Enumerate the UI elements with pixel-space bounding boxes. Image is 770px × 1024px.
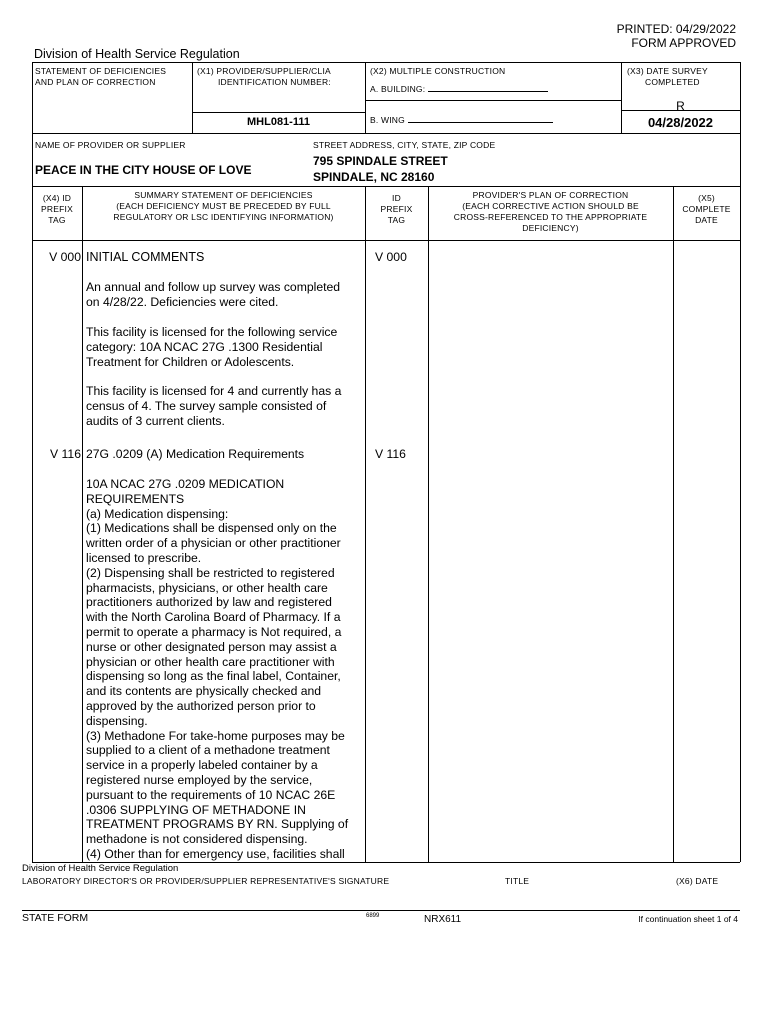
form-approved: FORM APPROVED xyxy=(631,36,736,50)
title-label: TITLE xyxy=(505,876,530,886)
division-title: Division of Health Service Regulation xyxy=(34,47,240,61)
survey-completed-date: 04/28/2022 xyxy=(647,115,714,130)
entry-tag: V 000 xyxy=(49,250,81,264)
printed-date: PRINTED: 04/29/2022 xyxy=(616,22,736,36)
provider-name: PEACE IN THE CITY HOUSE OF LOVE xyxy=(35,163,252,177)
x3-label-2: COMPLETED xyxy=(645,77,700,87)
x1-label: (X1) PROVIDER/SUPPLIER/CLIA xyxy=(197,66,331,76)
state-form-label: STATE FORM xyxy=(22,912,89,924)
wing-label: B. WING xyxy=(370,115,553,125)
entry-tag: V 116 xyxy=(50,447,81,461)
entry-heading: INITIAL COMMENTS xyxy=(86,250,205,264)
x2-label: (X2) MULTIPLE CONSTRUCTION xyxy=(370,66,506,76)
entry-paragraph: An annual and follow up survey was completed on 4/28/22. Deficiencies were cited. xyxy=(86,280,341,309)
x4-header: (X4) ID PREFIX TAG xyxy=(41,193,73,225)
footer-division: Division of Health Service Regulation xyxy=(22,863,179,874)
entry-id-tag: V 116 xyxy=(375,447,406,461)
street-address: 795 SPINDALE STREET xyxy=(313,154,448,168)
x3-label: (X3) DATE SURVEY xyxy=(627,66,708,76)
x1-label-2: IDENTIFICATION NUMBER: xyxy=(218,77,331,87)
building-label: A. BUILDING: xyxy=(370,84,548,94)
summary-header: SUMMARY STATEMENT OF DEFICIENCIES (EACH DEFICIENCY MUST BE PRECEDED BY FULL REGULATORY OR LSC IDENTIFYING INFORMATION) xyxy=(113,190,334,222)
entry-paragraph: This facility is licensed for the following service category: 10A NCAC 27G .1300 Residential Treatment for Children or Adolescents. xyxy=(86,325,338,369)
x5-header: (X5) COMPLETE DATE xyxy=(682,193,731,225)
continuation-sheet: If continuation sheet 1 of 4 xyxy=(638,914,738,924)
provider-id-number: MHL081-111 xyxy=(247,116,310,128)
entry-paragraph: This facility is licensed for 4 and currently has a census of 4. The survey sample consisted of audits of 3 current clients. xyxy=(86,384,342,428)
plan-label: AND PLAN OF CORRECTION xyxy=(35,77,156,87)
statement-label: STATEMENT OF DEFICIENCIES xyxy=(35,66,167,76)
form-code: 6899 xyxy=(366,913,380,919)
address-label: STREET ADDRESS, CITY, STATE, ZIP CODE xyxy=(313,140,496,150)
plan-header: PROVIDER'S PLAN OF CORRECTION (EACH CORRECTIVE ACTION SHOULD BE CROSS-REFERENCED TO THE APPROPRIATE DEFICIENCY) xyxy=(453,190,648,233)
date-label: (X6) DATE xyxy=(676,876,719,886)
event-id: NRX611 xyxy=(424,914,462,925)
id-prefix-header: ID PREFIX TAG xyxy=(380,193,413,225)
provider-name-label: NAME OF PROVIDER OR SUPPLIER xyxy=(35,140,186,150)
signature-label: LABORATORY DIRECTOR'S OR PROVIDER/SUPPLIER REPRESENTATIVE'S SIGNATURE xyxy=(22,876,390,886)
entry-id-tag: V 000 xyxy=(375,250,407,264)
entry-paragraph: 10A NCAC 27G .0209 MEDICATION REQUIREMENTS (a) Medication dispensing: (1) Medications shall be dispensed only on the written order of a physician or other practitioner licensed to prescribe. (2) Dispensing shall be restricted to registered pharmacists, physicians, or other health care practitioners authorized by law and registered with the North Carolina Board of Pharmacy. If a permit to operate a pharmacy is Not required, a nurse or other designated person may assist a physician or other health care practitioner with dispensing so long as the final label, Container, and its contents are physically checked and approved by the authorized person prior to dispensing. (3) Methadone For take-home purposes may be supplied to a client of a methadone treatment service in a properly labeled container by a registered nurse employed by the service, pursuant to the requirements of 10 NCAC 26E .0306 SUPPLYING OF METHADONE IN TREATMENT PROGRAMS BY RN. Supplying of methadone is not considered dispensing. (4) Other than for emergency use, facilities shall xyxy=(86,477,349,861)
survey-type-code: R xyxy=(676,99,685,113)
city-state-zip: SPINDALE, NC 28160 xyxy=(313,170,435,184)
entry-heading: 27G .0209 (A) Medication Requirements xyxy=(86,447,305,461)
